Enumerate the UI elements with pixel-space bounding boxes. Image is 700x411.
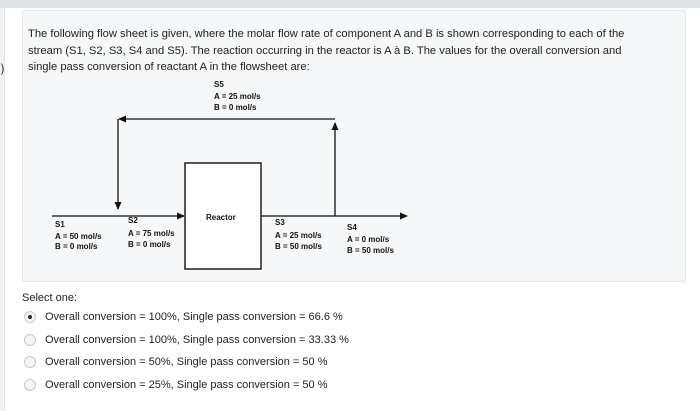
answer-option-4[interactable] (24, 376, 328, 394)
reactor-label: Reactor (206, 213, 236, 222)
s5-name: S5 (214, 80, 224, 89)
s2-name: S2 (128, 216, 138, 225)
answer-option-text: Overall conversion = 50%, Single pass conversion = 50 % (45, 356, 328, 368)
s5-b-flow: B = 0 mol/s (214, 103, 257, 112)
select-one-label: Select one: (22, 292, 78, 304)
s4-a-flow: A = 0 mol/s (347, 235, 390, 244)
answer-option-3[interactable] (24, 353, 328, 371)
question-text: The following flow sheet is given, where the molar flow rate of component A and B is shown corresponding to each of the stream (S1, S2, S3, S4 and S5). The reaction occurring in the reactor is A à B. The values for the overall conversion and single pass conversion of reactant A in the flowsheet are: (28, 28, 625, 74)
answer-option-text: Overall conversion = 100%, Single pass conversion = 66.6 % (45, 311, 343, 323)
answer-option-1[interactable] (24, 308, 343, 326)
s1-b-flow: B = 0 mol/s (55, 242, 98, 251)
s2-b-flow: B = 0 mol/s (128, 240, 171, 249)
s3-b-flow: B = 50 mol/s (275, 242, 322, 251)
s1-name: S1 (55, 220, 65, 229)
answer-option-2[interactable] (24, 331, 349, 349)
answer-option-text: Overall conversion = 25%, Single pass conversion = 50 % (45, 379, 328, 391)
s4-name: S4 (347, 223, 357, 232)
radio-selected-icon[interactable] (24, 311, 36, 323)
s1-a-flow: A = 50 mol/s (55, 232, 102, 241)
s3-name: S3 (275, 218, 285, 227)
s3-a-flow: A = 25 mol/s (275, 231, 322, 240)
s2-a-flow: A = 75 mol/s (128, 229, 175, 238)
radio-icon[interactable] (24, 334, 36, 346)
left-bracket-icon: ) (0, 62, 5, 76)
s4-b-flow: B = 50 mol/s (347, 246, 394, 255)
radio-icon[interactable] (24, 379, 36, 391)
answer-option-text: Overall conversion = 100%, Single pass conversion = 33.33 % (45, 334, 349, 346)
radio-icon[interactable] (24, 356, 36, 368)
s5-a-flow: A = 25 mol/s (214, 92, 261, 101)
